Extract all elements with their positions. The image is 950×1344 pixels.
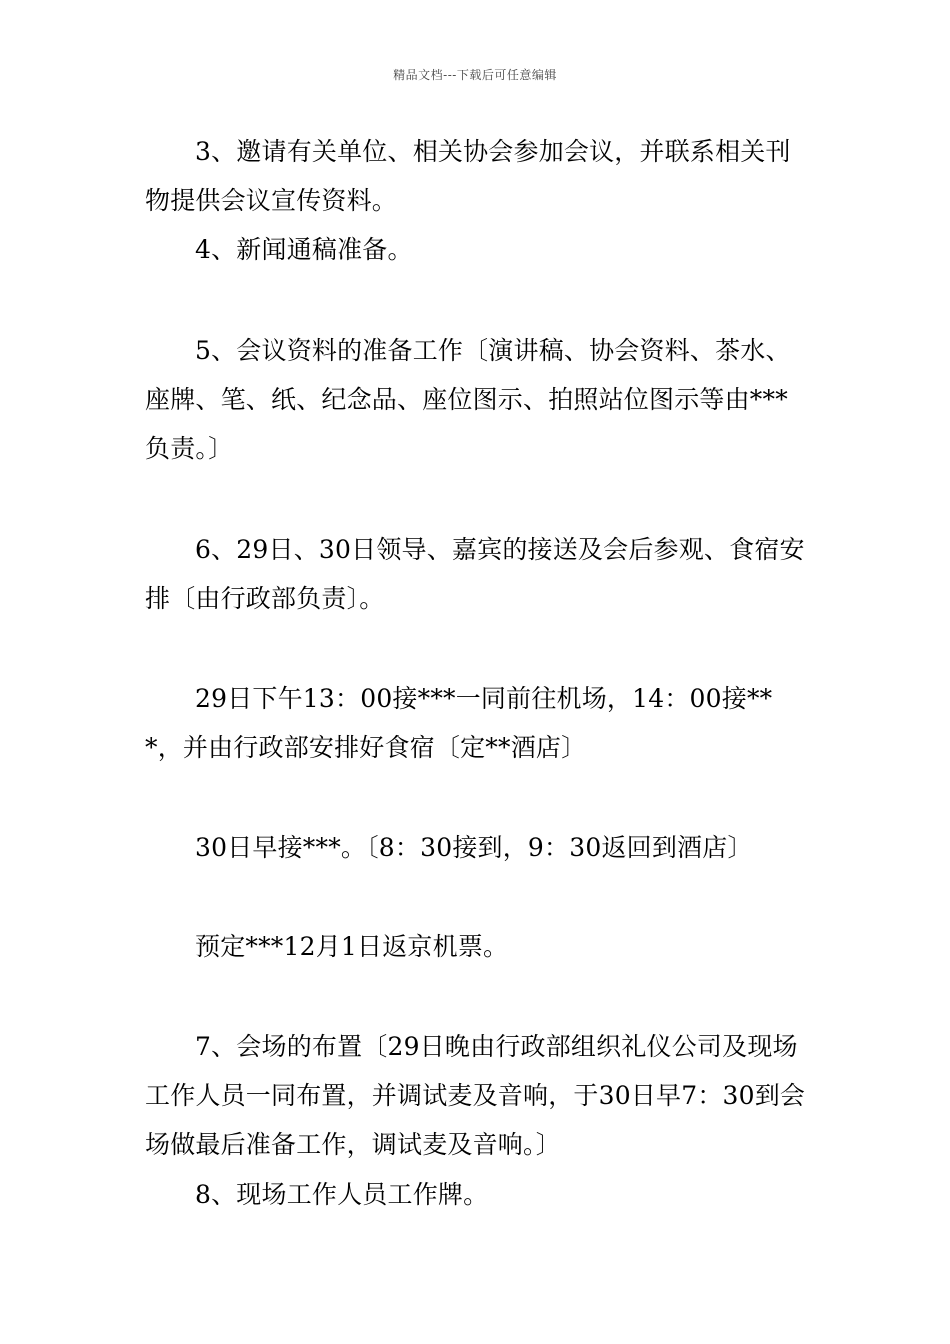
- paragraph-pickup-29: 29日下午13：00接***一同前往机场，14：00接***，并由行政部安排好食宿〔定**酒店〕: [145, 684, 773, 762]
- paragraph-ticket: 预定***12月1日返京机票。: [195, 932, 509, 961]
- paragraph-item-7: 7、会场的布置〔29日晚由行政部组织礼仪公司及现场工作人员一同布置，并调试麦及音响，于30日早7：30到会场做最后准备工作，调试麦及音响。〕: [145, 1032, 806, 1159]
- paragraph-item-6: 6、29日、30日领导、嘉宾的接送及会后参观、食宿安排〔由行政部负责〕。: [145, 535, 805, 613]
- page-header: 精品文档---下载后可任意编辑: [393, 68, 557, 82]
- paragraph-item-8: 8、现场工作人员工作牌。: [195, 1180, 489, 1209]
- paragraph-item-5: 5、会议资料的准备工作〔演讲稿、协会资料、茶水、座牌、笔、纸、纪念品、座位图示、拍照站位图示等由***负责。〕: [145, 336, 791, 463]
- paragraph-item-3: 3、邀请有关单位、相关协会参加会议，并联系相关刊物提供会议宣传资料。: [145, 137, 791, 215]
- paragraph-pickup-30: 30日早接***。〔8：30接到，9：30返回到酒店〕: [195, 833, 753, 862]
- paragraph-item-4: 4、新闻通稿准备。: [195, 235, 413, 264]
